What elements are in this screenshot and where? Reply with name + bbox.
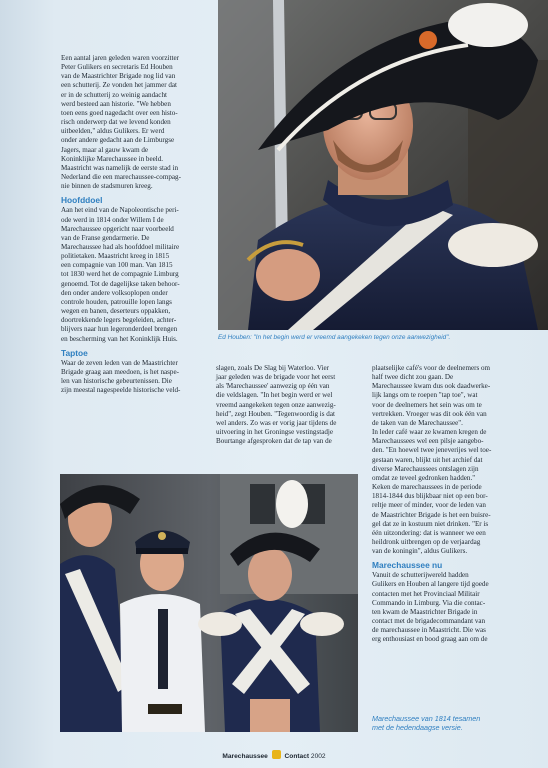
text-line: van de Maastrichter Brigade nog lid van: [61, 72, 176, 81]
text-line: vreemd aangekeken tegen onze aanwezig-: [216, 400, 336, 409]
text-line: tot 1830 werd het de compagnie Limburg: [61, 270, 179, 279]
text-line: Peter Gulikers en secretaris Ed Houben: [61, 63, 173, 72]
text-line: ten kwam de Maastrichter Brigade in: [372, 607, 478, 616]
text-line: Aan het eind van de Napoleontische peri-: [61, 206, 179, 215]
text-line: uitvoering in het Groningse vestingstadje: [216, 428, 334, 437]
text-line: Jagers, maar al gauw kwam de: [61, 145, 149, 154]
text-line: politietaken. Maastricht kreeg in 1815: [61, 252, 170, 261]
text-line: heildronk uitbrengen op de verjaardag: [372, 537, 481, 546]
text-line: plaatselijke café's voor de deelnemers om: [372, 364, 491, 372]
text-line: 1814-1844 dus blijkbaar niet op een bor-: [372, 492, 488, 501]
page-footer: [0, 750, 548, 760]
top-photo-caption: Ed Houben: "In het begin werd er vreemd aangekeken tegen onze aanwezigheid".: [218, 334, 451, 341]
text-line: uitbeelden," aldus Gulikers. Er werd: [61, 127, 165, 136]
text-line: den onder andere volksoplopen onder: [61, 288, 168, 297]
text-line: half twee dicht zou gaan. De: [372, 373, 454, 382]
text-line: Marechaussee opgericht naar voorbeeld: [61, 224, 174, 233]
text-line: Brigade graag aan meedoen, is het naspe-: [61, 367, 179, 376]
text-line: omdat ze teveel gedronken hadden.": [372, 473, 476, 482]
text-line: een compagnie van 100 man. Van 1815: [61, 261, 173, 270]
text-line: en bescherming van het Koninklijk Huis.: [61, 334, 178, 343]
text-line: vertrekken. Vroeger was dit ook één van: [372, 409, 487, 418]
photo-group-marechaussee: [60, 474, 358, 732]
text-line: voor de deelnemers het sein was om te: [372, 400, 482, 409]
article-column-1: [61, 54, 213, 395]
text-line: Koninklijke Marechaussee in beeld.: [61, 154, 164, 163]
photo-ed-houben-image: [218, 0, 548, 330]
text-line: Commando in Limburg. Via die contac-: [372, 598, 486, 607]
footer-logo-icon: [272, 750, 281, 759]
text-line: onder andere gedacht aan de Limburgse: [61, 136, 175, 145]
text-line: werd besteed aan historie. "We hebben: [61, 99, 171, 108]
text-line: reltje meer of minder, voor de leden van: [372, 501, 486, 510]
text-line: als 'Marechaussee' aanwezig op één van: [216, 382, 330, 391]
text-line: toen eens goed nagedacht over een histo-: [61, 108, 178, 117]
text-line: Een aantal jaren geleden waren voorzitter: [61, 54, 179, 62]
text-line: contact met de brigadecommandant van: [372, 617, 486, 626]
text-line: risch onderwerp dat we levend konden: [61, 118, 171, 127]
text-line: den. "En hoewel twee jeneverijes wel toe-: [372, 446, 492, 455]
text-line: wegen en banen, deserteurs oppakken,: [61, 307, 171, 316]
text-line: Bourtange afgesproken dat de tap van de: [216, 437, 332, 446]
text-line: jaar geleden was de brigade voor het eerst: [216, 373, 336, 382]
text-line: Keken de marechaussees in de periode: [372, 483, 482, 492]
bottom-caption-line-1: Marechaussee van 1814 tesamen: [372, 714, 481, 723]
text-line: zijn meestal nagespeelde historische veld-: [61, 386, 181, 395]
footer-year: 2002: [310, 753, 326, 760]
article-column-2: [216, 364, 364, 446]
taptoe-paragraph: [61, 359, 213, 396]
text-line: heid", zegt Houben. "Tegenwoordig is dat: [216, 409, 335, 418]
text-line: de taken van de Marechaussee".: [372, 418, 463, 427]
text-line: contacten met het Provinciaal Militair: [372, 589, 480, 598]
heading-marechaussee-nu: Marechaussee nu: [372, 560, 443, 571]
bottom-photo-caption: [372, 714, 532, 732]
text-line: Marechaussee had als hoofddoel militaire: [61, 242, 180, 251]
text-line: doortrekkende legers begeleiden, achter-: [61, 316, 177, 325]
text-line: gel dat ze in kostuum niet drinken. "Er is: [372, 519, 489, 528]
text-line: wel anders. Zo was er vorig jaar tijdens de: [216, 418, 337, 427]
text-line: controle houden, patrouille lopen langs: [61, 297, 172, 306]
text-line: Marechaussees wel een pilsje aangebo-: [372, 437, 484, 446]
photo-ed-houben: [218, 0, 548, 330]
text-line: genoemd. Tot de dagelijkse taken behoor-: [61, 279, 180, 288]
text-line: de marechaussee in Maastricht. Die was: [372, 626, 486, 635]
text-line: Waar de zeven leden van de Maastrichter: [61, 358, 178, 367]
text-line: één uitzondering: dat is wanneer we een: [372, 528, 486, 537]
article-column-3: [372, 364, 522, 645]
column-3-paragraph: [372, 364, 522, 556]
text-line: diverse Marechaussees ontslagen zijn: [372, 464, 479, 473]
hoofddoel-paragraph: [61, 206, 213, 343]
text-line: Maastricht was namelijk de eerste stad in: [61, 163, 179, 172]
text-line: gestaan waren, blijkt uit het archief dat: [372, 455, 483, 464]
text-line: nie binnen de stadsmuren kreeg.: [61, 182, 153, 191]
text-line: van de Franse gendarmerie. De: [61, 233, 150, 242]
text-line: Marechaussee kwam dus ook daadwerke-: [372, 382, 491, 391]
text-line: er in de schutterij zo weinig aandacht: [61, 90, 167, 99]
text-line: Gulikers en Houben al langere tijd goede: [372, 580, 489, 589]
text-line: die veldslagen. "In het begin werd er wel: [216, 391, 333, 400]
marechaussee-nu-paragraph: [372, 571, 522, 644]
text-line: lijk langs om te roepen "tap toe", wat: [372, 391, 478, 400]
text-line: In leder café waar ze kwamen kregen de: [372, 428, 487, 437]
intro-paragraph: [61, 54, 213, 191]
footer-title: Contact: [284, 753, 310, 760]
text-line: de Maastrichter Brigade is het een buisre-: [372, 510, 491, 519]
text-line: een schutterij. Ze vonden het jammer dat: [61, 81, 178, 90]
bottom-caption-line-2: met de hedendaagse versie.: [372, 723, 463, 732]
text-line: van de koningin", aldus Gulikers.: [372, 547, 468, 556]
text-line: slagen, zoals De Slag bij Waterloo. Vier: [216, 364, 330, 372]
photo-group-image: [60, 474, 358, 732]
text-line: Nederland die een marechaussee-compag-: [61, 173, 181, 182]
text-line: erg enthousiast en bood graag aan om de: [372, 635, 488, 644]
footer-brand: Marechaussee: [222, 753, 268, 760]
text-line: len van historische gebeurtenissen. Die: [61, 377, 172, 385]
text-line: Vanuit de schutterijwereld hadden: [372, 571, 469, 580]
heading-hoofddoel: Hoofddoel: [61, 195, 103, 206]
text-line: blijvers naar hun legeronderdeel brengen: [61, 325, 178, 334]
heading-taptoe: Taptoe: [61, 347, 88, 358]
text-line: ode werd in 1814 onder Willem I de: [61, 215, 164, 224]
